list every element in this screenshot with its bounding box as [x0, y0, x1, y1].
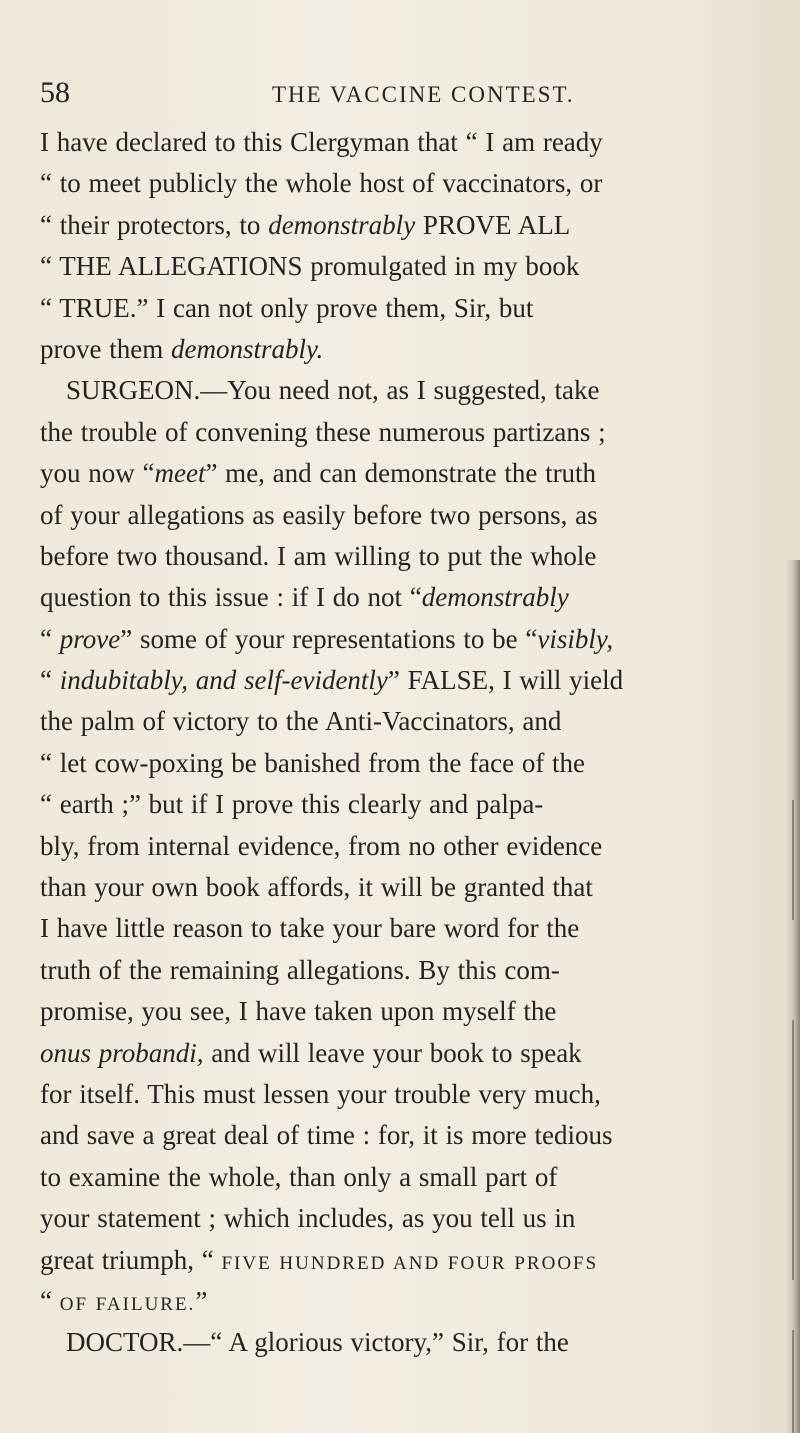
- text-line: I have little reason to take your bare word for the: [40, 913, 580, 944]
- text-line: to examine the whole, than only a small part of: [40, 1161, 558, 1192]
- text-line: “ earth ;” but if I prove this clearly and palpa-: [40, 789, 544, 820]
- text-line: bly, from internal evidence, from no other evidence: [40, 830, 603, 861]
- text-line: the palm of victory to the Anti-Vaccinators, and: [40, 706, 562, 737]
- text-line: “ THE ALLEGATIONS promulgated in my book: [40, 251, 580, 282]
- page-edge-line: [792, 1330, 794, 1433]
- text-line: of your allegations as easily before two persons, as: [40, 499, 598, 530]
- text-line: question to this issue : if I do not “demonstrably: [40, 582, 569, 613]
- text-line: “ prove” some of your representations to be “visibly,: [40, 623, 614, 654]
- text-line: “ TRUE.” I can not only prove them, Sir, but: [40, 292, 534, 323]
- text-line: onus probandi, and will leave your book to speak: [40, 1037, 582, 1068]
- text-line: “ let cow-poxing be banished from the face of the: [40, 747, 586, 778]
- text-line: you now “meet” me, and can demonstrate the truth: [40, 458, 597, 489]
- text-line: and save a great deal of time : for, it is more tedious: [40, 1120, 613, 1151]
- text-line: “ OF FAILURE.”: [40, 1285, 208, 1316]
- body-text: [40, 122, 762, 1364]
- text-line: before two thousand. I am willing to put the whole: [40, 540, 597, 571]
- page-edge-line: [792, 1020, 794, 1280]
- text-line: for itself. This must lessen your trouble very much,: [40, 1078, 601, 1109]
- page-header: [40, 76, 780, 116]
- text-line: than your own book affords, it will be granted that: [40, 872, 593, 903]
- page-edge-line: [792, 800, 794, 920]
- text-line: promise, you see, I have taken upon myself the: [40, 996, 557, 1027]
- text-line: prove them demonstrably.: [40, 333, 324, 364]
- running-head: THE VACCINE CONTEST.: [272, 82, 575, 107]
- speaker-line-surgeon: SURGEON.—You need not, as I suggested, take: [66, 375, 600, 406]
- page-edge-shadow: [786, 560, 800, 1433]
- text-line: “ to meet publicly the whole host of vaccinators, or: [40, 168, 603, 199]
- text-line: your statement ; which includes, as you tell us in: [40, 1203, 576, 1234]
- text-line: “ their protectors, to demonstrably PROVE ALL: [40, 209, 571, 240]
- text-line: “ indubitably, and self-evidently” FALSE, I will yield: [40, 665, 624, 696]
- page-number: 58: [40, 76, 70, 109]
- text-line: truth of the remaining allegations. By this com-: [40, 954, 560, 985]
- speaker-line-doctor: DOCTOR.—“ A glorious victory,” Sir, for the: [66, 1327, 569, 1358]
- text-line: I have declared to this Clergyman that “ I am ready: [40, 127, 603, 157]
- text-line: great triumph, “ FIVE HUNDRED AND FOUR PROOFS: [40, 1244, 599, 1275]
- text-line: the trouble of convening these numerous partizans ;: [40, 416, 606, 447]
